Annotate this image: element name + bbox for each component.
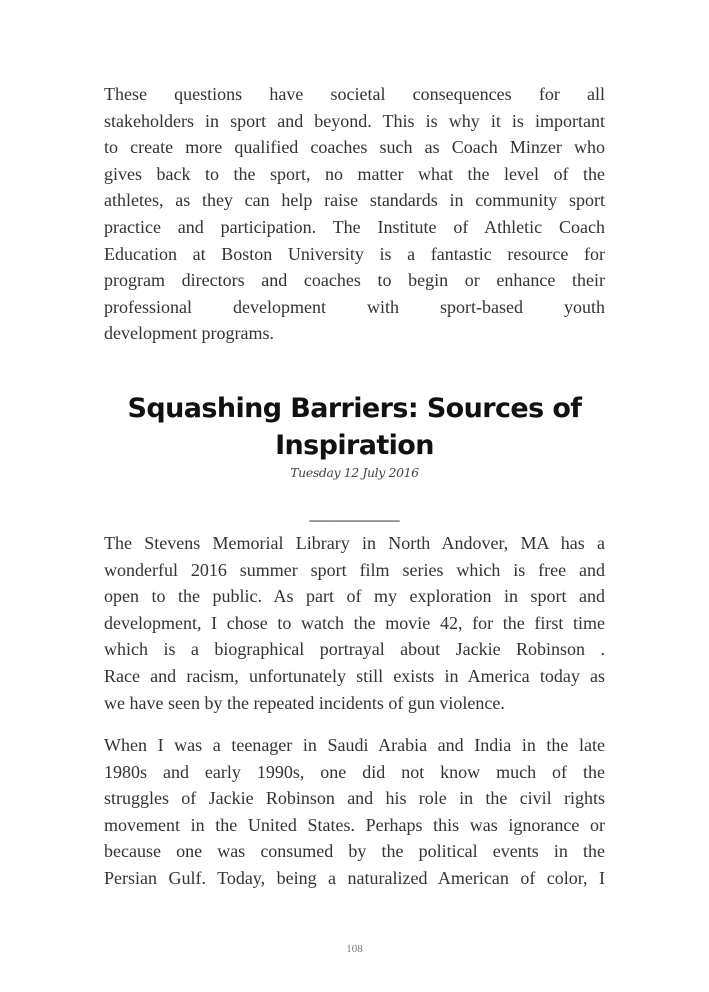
text-line: struggles of Jackie Robinson and his role in the civil rights (104, 788, 605, 809)
text-line: movement in the United States. Perhaps this was ignorance or (104, 814, 605, 835)
text-line: development, I chose to watch the movie 42, for the first time (104, 612, 605, 633)
article-date: Tuesday 12 July 2016 (290, 465, 419, 480)
text-line: we have seen by the repeated incidents of gun violence. (104, 692, 505, 713)
text-line: When I was a teenager in Saudi Arabia and India in the late (104, 735, 605, 755)
text-line: Race and racism, unfortunately still exists in America today as (104, 665, 605, 686)
text-line: Education at Boston University is a fantastic resource for (104, 243, 605, 264)
text-line: gives back to the sport, no matter what the level of the (104, 163, 605, 184)
paragraph-teenager (104, 732, 605, 892)
text-line: development programs. (104, 323, 274, 344)
article-title-line: Inspiration (275, 430, 434, 461)
text-line: professional development with sport-based youth (104, 296, 605, 317)
text-line: stakeholders in sport and beyond. This is why it is important (104, 110, 605, 131)
page-number: 108 (346, 943, 363, 955)
text-line: which is a biographical portrayal about Jackie Robinson . (104, 639, 605, 660)
text-line: These questions have societal consequences for all (104, 84, 605, 104)
text-line: athletes, as they can help raise standards in community sport (104, 190, 605, 211)
text-line: to create more qualified coaches such as Coach Minzer who (104, 137, 605, 158)
article-title-line: Squashing Barriers: Sources of (127, 393, 582, 424)
text-line: wonderful 2016 summer sport film series which is free and (104, 559, 605, 580)
paragraph-intro (104, 81, 605, 347)
separator: __________ (309, 503, 400, 523)
text-line: Persian Gulf. Today, being a naturalized American of color, I (104, 867, 605, 888)
text-line: 1980s and early 1990s, one did not know much of the (104, 761, 605, 782)
text-line: practice and participation. The Institute of Athletic Coach (104, 216, 605, 237)
article-title (0, 390, 709, 464)
paragraph-library (104, 530, 605, 716)
text-line: program directors and coaches to begin or enhance their (104, 270, 605, 291)
text-line: open to the public. As part of my exploration in sport and (104, 586, 605, 607)
text-line: because one was consumed by the political events in the (104, 841, 605, 862)
text-line: The Stevens Memorial Library in North Andover, MA has a (104, 533, 605, 553)
